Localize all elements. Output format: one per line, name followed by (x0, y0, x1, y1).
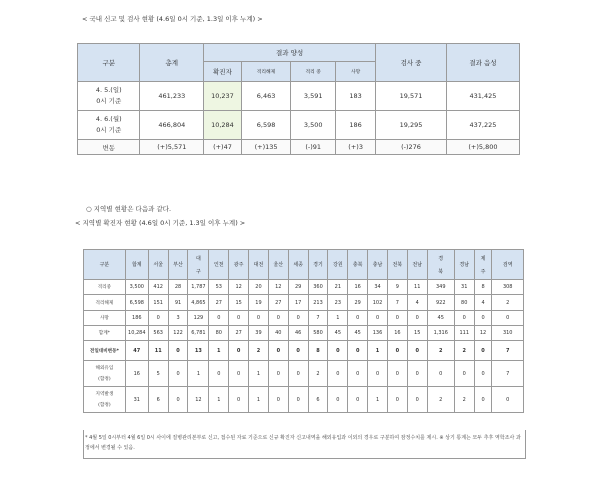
table-row (78, 111, 520, 140)
table-row (78, 140, 520, 155)
table-cell: 6,598 (125, 295, 148, 311)
region-name: 검역 (502, 262, 513, 268)
header-region (348, 250, 368, 280)
table-cell: 21 (328, 280, 348, 295)
row-label: 변동 (78, 140, 140, 155)
region-name: 경기 (313, 262, 323, 268)
regional-status-table (83, 249, 524, 413)
table-cell: 0 (268, 361, 288, 387)
table-cell: 102 (368, 295, 388, 311)
row-label-text: 격리중 (97, 285, 112, 290)
table-cell: 0 (368, 311, 388, 326)
table-cell: 1 (209, 387, 229, 413)
table-cell: 16 (387, 326, 407, 341)
region-name-sub: 구 (195, 268, 201, 275)
cell-testing: (-)276 (376, 140, 447, 155)
table-cell: 2 (454, 387, 474, 413)
table-cell: 213 (308, 295, 328, 311)
header-region (229, 250, 249, 280)
table-row (84, 387, 524, 413)
table-cell: 0 (328, 361, 348, 387)
region-name: 울산 (273, 262, 284, 268)
table-cell: 0 (168, 361, 188, 387)
table-cell: 9 (387, 280, 407, 295)
table-cell: 45 (328, 326, 348, 341)
row-label (84, 341, 126, 361)
table-cell: 0 (492, 311, 524, 326)
table-cell: 46 (288, 326, 308, 341)
table-cell: 3,500 (125, 280, 148, 295)
table-cell: 0 (387, 361, 407, 387)
table-cell: 0 (474, 311, 492, 326)
table-cell: 0 (407, 387, 427, 413)
table-row (84, 311, 524, 326)
table-cell: 1,787 (188, 280, 209, 295)
table-cell: 0 (348, 387, 368, 413)
row-label (84, 295, 126, 311)
table-cell: 13 (188, 341, 209, 361)
table-cell: 1 (328, 311, 348, 326)
table-cell: 19 (249, 295, 269, 311)
table-cell: 922 (427, 295, 454, 311)
header-region (288, 250, 308, 280)
table-cell: 31 (125, 387, 148, 413)
header-category: 구분 (78, 44, 140, 82)
cell-testing: 19,571 (376, 82, 447, 111)
header-region (188, 250, 209, 280)
header-category: 구분 (84, 250, 126, 280)
region-name: 강원 (333, 262, 343, 268)
table-cell: 2 (454, 341, 474, 361)
table-cell: 0 (407, 361, 427, 387)
table-cell: 0 (348, 311, 368, 326)
table-cell: 580 (308, 326, 328, 341)
table-cell: 45 (427, 311, 454, 326)
cell-total: (+)5,571 (140, 140, 204, 155)
table-cell: 7 (308, 311, 328, 326)
row-label (84, 387, 126, 413)
table-cell: 0 (229, 387, 249, 413)
table-cell: 0 (387, 311, 407, 326)
row-label (84, 311, 126, 326)
table-cell: 2 (249, 341, 269, 361)
table-cell: 5 (148, 361, 168, 387)
header-negative: 결과 음성 (446, 44, 519, 82)
header-region (387, 250, 407, 280)
table-cell: 16 (125, 361, 148, 387)
table-cell: 27 (268, 295, 288, 311)
table-cell: 0 (474, 387, 492, 413)
table-cell: 1 (249, 387, 269, 413)
table-cell: 39 (249, 326, 269, 341)
table-cell: 0 (229, 361, 249, 387)
table-cell: 0 (268, 341, 288, 361)
table2-caption: < 지역별 확진자 현황 (4.6일 0시 기준, 1.3일 이후 누계) > (75, 219, 246, 227)
table-cell: 122 (168, 326, 188, 341)
header-region (249, 250, 269, 280)
table-cell: 3 (168, 311, 188, 326)
table-cell: 1 (188, 361, 209, 387)
cell-deaths: 186 (336, 111, 376, 140)
region-name-sub: 북 (438, 268, 444, 275)
table-cell: 28 (168, 280, 188, 295)
cell-deaths: 183 (336, 82, 376, 111)
row-label-sub: (합정) (98, 377, 111, 382)
header-region (407, 250, 427, 280)
cell-testing: 19,295 (376, 111, 447, 140)
header-region (148, 250, 168, 280)
table-cell: 4 (474, 295, 492, 311)
table-cell: 4,865 (188, 295, 209, 311)
header-region (308, 250, 328, 280)
header-region (454, 250, 474, 280)
table-cell: 80 (454, 295, 474, 311)
header-region (209, 250, 229, 280)
table-cell: 0 (474, 341, 492, 361)
table-cell: 0 (288, 341, 308, 361)
table-cell: 0 (348, 361, 368, 387)
table-row (84, 326, 524, 341)
row-label-text: 해외유입 (95, 366, 114, 371)
table-cell: 136 (368, 326, 388, 341)
row-label (84, 326, 126, 341)
region-name: 부산 (173, 262, 183, 268)
table-cell: 308 (492, 280, 524, 295)
table-cell: 0 (288, 311, 308, 326)
table-cell: 0 (328, 341, 348, 361)
region-name: 충북 (352, 262, 363, 268)
table-cell: 27 (209, 295, 229, 311)
region-name: 충남 (372, 262, 383, 268)
table-cell: 10,284 (125, 326, 148, 341)
table-cell: 310 (492, 326, 524, 341)
table-cell: 12 (268, 280, 288, 295)
table-cell: 186 (125, 311, 148, 326)
section-text: ○ 지역별 현황은 다음과 같다. (86, 205, 172, 213)
table-cell: 7 (387, 295, 407, 311)
table-cell: 31 (454, 280, 474, 295)
table-cell: 0 (148, 311, 168, 326)
header-region (474, 250, 492, 280)
table-cell: 6 (148, 387, 168, 413)
header-deaths: 사망 (336, 62, 376, 82)
row-label-text: 합계* (98, 331, 110, 336)
cell-total: 461,233 (140, 82, 204, 111)
table-cell: 2 (308, 361, 328, 387)
row-label-text: 전일대비변동* (89, 348, 119, 354)
table-cell: 0 (229, 341, 249, 361)
table-cell: 4 (407, 295, 427, 311)
header-region (328, 250, 348, 280)
table-cell: 8 (474, 280, 492, 295)
region-name: 전북 (392, 262, 403, 268)
table-cell: 1,316 (427, 326, 454, 341)
table-cell: 0 (368, 361, 388, 387)
table-cell: 2 (492, 295, 524, 311)
row-label (84, 361, 126, 387)
table-cell: 1 (368, 341, 388, 361)
table-cell: 12 (229, 280, 249, 295)
table-cell: 34 (368, 280, 388, 295)
row-label-sub: (합정) (98, 403, 111, 408)
row-label (84, 280, 126, 295)
table-cell: 129 (188, 311, 209, 326)
table-cell: 111 (454, 326, 474, 341)
region-name: 광주 (233, 262, 244, 268)
row-label-text: 사망 (99, 316, 109, 321)
table-cell: 29 (288, 280, 308, 295)
cell-total: 466,804 (140, 111, 204, 140)
table-cell: 1 (368, 387, 388, 413)
table-cell: 412 (148, 280, 168, 295)
header-region (168, 250, 188, 280)
table-cell: 40 (268, 326, 288, 341)
table-cell: 0 (387, 341, 407, 361)
table-cell: 0 (249, 311, 269, 326)
cell-negative: 437,225 (446, 111, 519, 140)
cell-in-isolation: (-)91 (291, 140, 336, 155)
table-row (84, 295, 524, 311)
table-cell: 12 (474, 326, 492, 341)
table-cell: 16 (348, 280, 368, 295)
test-status-table (77, 43, 520, 155)
region-name: 경남 (459, 262, 470, 268)
footnote: * 4월 5일 0시부터 4월 6일 0시 사이에 질병관리본부로 신고, 접수된 자료 기준으로 신규 확진자 신고내역을 해외유입과 이외의 경우로 구분하여 잠정수치를 제시. ※ 상기 통계는 모두 추후 역학조사 과정에서 변경될 수 있음. (85, 435, 521, 451)
table-cell: 0 (168, 387, 188, 413)
header-confirmed: 확진자 (204, 62, 242, 82)
cell-deaths: (+)3 (336, 140, 376, 155)
region-name: 서울 (153, 262, 164, 268)
row-label: 4. 5.(일) (95, 86, 122, 94)
table-cell: 0 (288, 361, 308, 387)
cell-confirmed: 10,237 (204, 82, 242, 111)
table-cell: 53 (209, 280, 229, 295)
table-cell: 12 (188, 387, 209, 413)
table-cell: 7 (492, 341, 524, 361)
table-cell: 349 (427, 280, 454, 295)
table-row (78, 82, 520, 111)
table-cell: 0 (407, 341, 427, 361)
row-label-text: 격리해제 (95, 300, 114, 306)
row-label-sub: 0시 기준 (96, 126, 122, 134)
table-cell: 0 (268, 387, 288, 413)
table-cell: 360 (308, 280, 328, 295)
table-cell: 0 (454, 311, 474, 326)
cell-in-isolation: 3,591 (291, 82, 336, 111)
table-cell: 0 (209, 311, 229, 326)
table-cell: 15 (229, 295, 249, 311)
table-cell: 1 (209, 341, 229, 361)
region-name: 전남 (412, 262, 423, 268)
table-cell: 0 (168, 341, 188, 361)
header-total: 총계 (140, 44, 204, 82)
table-row (84, 280, 524, 295)
table-cell: 47 (125, 341, 148, 361)
table-cell: 0 (492, 387, 524, 413)
table-cell: 0 (454, 361, 474, 387)
header-isolated: 격리해제 (241, 62, 291, 82)
table-cell: 7 (492, 361, 524, 387)
row-label-sub: 0시 기준 (96, 97, 122, 105)
table-cell: 6 (308, 387, 328, 413)
region-name: 인천 (213, 262, 224, 268)
cell-in-isolation: 3,500 (291, 111, 336, 140)
table-cell: 1 (249, 361, 269, 387)
cell-negative: (+)5,800 (446, 140, 519, 155)
table1-caption: < 국내 신고 및 검사 현황 (4.6일 0시 기준, 1.3일 이후 누계) > (82, 15, 263, 23)
cell-isolated: 6,598 (241, 111, 291, 140)
table-cell: 11 (407, 280, 427, 295)
header-testing: 검사 중 (376, 44, 447, 82)
table-cell: 0 (348, 341, 368, 361)
table-cell: 11 (148, 341, 168, 361)
table-cell: 15 (407, 326, 427, 341)
table-cell: 0 (328, 387, 348, 413)
table-cell: 0 (209, 361, 229, 387)
table-cell: 6,781 (188, 326, 209, 341)
header-in-isolation: 격리 중 (291, 62, 336, 82)
cell-negative: 431,425 (446, 82, 519, 111)
table-cell: 0 (427, 361, 454, 387)
table-cell: 0 (407, 311, 427, 326)
table-row (84, 341, 524, 361)
table-cell: 0 (474, 361, 492, 387)
header-total: 합계 (125, 250, 148, 280)
header-positive: 결과 양성 (204, 44, 376, 62)
table-cell: 27 (229, 326, 249, 341)
cell-isolated: 6,463 (241, 82, 291, 111)
table-cell: 29 (348, 295, 368, 311)
cell-confirmed: 10,284 (204, 111, 242, 140)
table-cell: 563 (148, 326, 168, 341)
table-cell: 80 (209, 326, 229, 341)
region-name: 세종 (293, 262, 303, 268)
table-cell: 2 (427, 387, 454, 413)
table-cell: 0 (229, 311, 249, 326)
region-name: 대 (195, 255, 201, 262)
header-region (492, 250, 524, 280)
header-region (268, 250, 288, 280)
table-cell: 8 (308, 341, 328, 361)
row-label: 4. 6.(월) (95, 115, 122, 123)
region-name: 경 (438, 255, 444, 262)
table-row (84, 361, 524, 387)
table-cell: 0 (387, 387, 407, 413)
row-label-text: 지역발생 (95, 392, 114, 397)
header-region (427, 250, 454, 280)
table-cell: 17 (288, 295, 308, 311)
region-name: 대전 (253, 262, 264, 268)
table-cell: 0 (268, 311, 288, 326)
table-cell: 23 (328, 295, 348, 311)
region-name-sub: 주 (480, 268, 486, 275)
table-cell: 2 (427, 341, 454, 361)
header-region (368, 250, 388, 280)
table-cell: 151 (148, 295, 168, 311)
table-cell: 20 (249, 280, 269, 295)
cell-confirmed: (+)47 (204, 140, 242, 155)
table-cell: 45 (348, 326, 368, 341)
table-cell: 91 (168, 295, 188, 311)
cell-isolated: (+)135 (241, 140, 291, 155)
region-name: 제 (480, 255, 486, 262)
table-cell: 0 (288, 387, 308, 413)
